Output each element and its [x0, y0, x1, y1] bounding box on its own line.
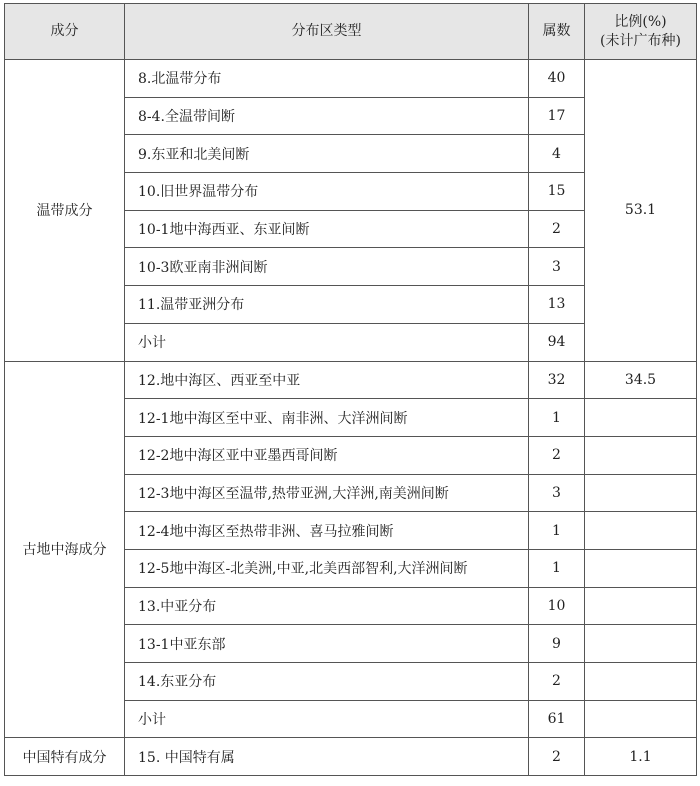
distribution-table — [4, 3, 697, 776]
row-count: 94 — [529, 323, 585, 361]
empty-ratio-cell — [585, 512, 697, 550]
row-type: 12-4地中海区至热带非洲、喜马拉雅间断 — [125, 512, 529, 550]
row-type: 12-1地中海区至中亚、南非洲、大洋洲间断 — [125, 399, 529, 437]
row-type: 13.中亚分布 — [125, 587, 529, 625]
group-name: 温带成分 — [5, 60, 125, 362]
group-ratio: 53.1 — [585, 60, 697, 362]
header-component: 成分 — [5, 4, 125, 60]
row-type: 10-1地中海西亚、东亚间断 — [125, 210, 529, 248]
row-count: 2 — [529, 210, 585, 248]
empty-ratio-cell — [585, 700, 697, 738]
row-type: 9.东亚和北美间断 — [125, 135, 529, 173]
row-type: 12-5地中海区-北美洲,中亚,北美西部智利,大洋洲间断 — [125, 549, 529, 587]
row-count: 1 — [529, 399, 585, 437]
header-ratio-line1: 比例(%) — [614, 13, 667, 30]
row-type: 12.地中海区、西亚至中亚 — [125, 361, 529, 399]
row-count: 1 — [529, 512, 585, 550]
empty-ratio-cell — [585, 663, 697, 701]
row-type: 14.东亚分布 — [125, 663, 529, 701]
group-name: 古地中海成分 — [5, 361, 125, 738]
header-type: 分布区类型 — [125, 4, 529, 60]
row-type: 8-4.全温带间断 — [125, 97, 529, 135]
empty-ratio-cell — [585, 474, 697, 512]
header-row — [5, 4, 697, 60]
row-count: 1 — [529, 549, 585, 587]
group-ratio: 34.5 — [585, 361, 697, 399]
row-count: 32 — [529, 361, 585, 399]
empty-ratio-cell — [585, 549, 697, 587]
row-count: 2 — [529, 436, 585, 474]
row-count: 2 — [529, 663, 585, 701]
row-count: 9 — [529, 625, 585, 663]
row-type: 11.温带亚洲分布 — [125, 286, 529, 324]
row-type: 小计 — [125, 323, 529, 361]
row-type: 10-3欧亚南非洲间断 — [125, 248, 529, 286]
row-count: 40 — [529, 60, 585, 98]
row-type: 8.北温带分布 — [125, 60, 529, 98]
group-name: 中国特有成分 — [5, 738, 125, 776]
row-type: 10.旧世界温带分布 — [125, 173, 529, 211]
group-ratio: 1.1 — [585, 738, 697, 776]
empty-ratio-cell — [585, 399, 697, 437]
row-count: 3 — [529, 248, 585, 286]
table-row — [5, 361, 697, 399]
row-type: 15. 中国特有属 — [125, 738, 529, 776]
row-count: 10 — [529, 587, 585, 625]
table-row — [5, 60, 697, 98]
row-count: 15 — [529, 173, 585, 211]
row-count: 4 — [529, 135, 585, 173]
row-count: 13 — [529, 286, 585, 324]
header-ratio — [585, 4, 697, 60]
row-count: 3 — [529, 474, 585, 512]
row-type: 13-1中亚东部 — [125, 625, 529, 663]
row-type: 12-2地中海区亚中亚墨西哥间断 — [125, 436, 529, 474]
table-row — [5, 738, 697, 776]
row-type: 12-3地中海区至温带,热带亚洲,大洋洲,南美洲间断 — [125, 474, 529, 512]
empty-ratio-cell — [585, 625, 697, 663]
row-count: 61 — [529, 700, 585, 738]
row-count: 17 — [529, 97, 585, 135]
header-ratio-line2: (未计广布种) — [600, 32, 681, 49]
header-genera: 属数 — [529, 4, 585, 60]
empty-ratio-cell — [585, 436, 697, 474]
row-type: 小计 — [125, 700, 529, 738]
row-count: 2 — [529, 738, 585, 776]
empty-ratio-cell — [585, 587, 697, 625]
